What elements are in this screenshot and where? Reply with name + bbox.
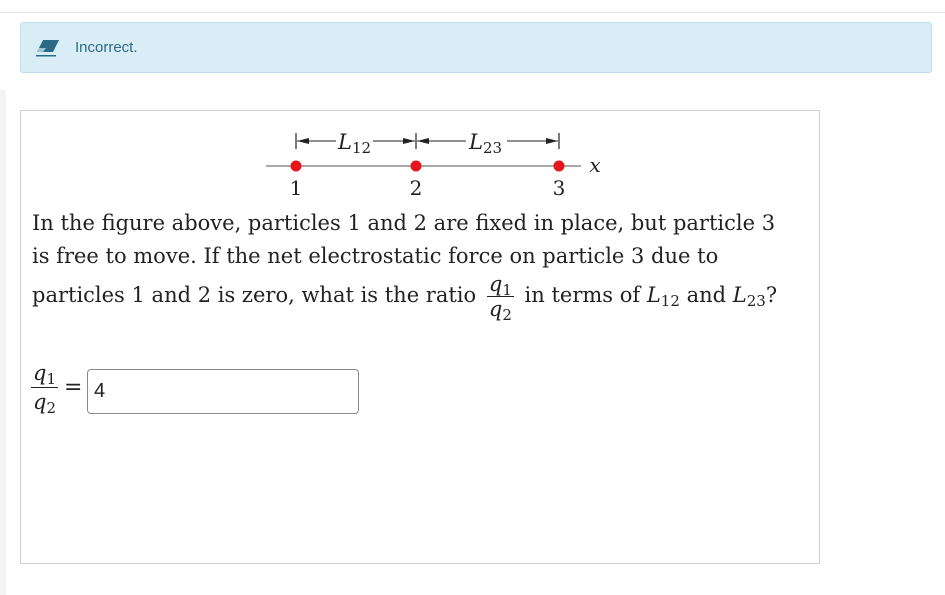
label-l12: L12 bbox=[338, 130, 372, 157]
question-line-2: is free to move. If the net electrostatic force on particle 3 due to bbox=[32, 244, 719, 268]
question-line-3-middle: in terms of bbox=[524, 283, 641, 307]
question-line-1: In the figure above, particles 1 and 2 are fixed in place, but particle 3 bbox=[32, 211, 776, 235]
question-and: and bbox=[686, 283, 727, 307]
ratio-fraction: $\frac{q_1}{q_2}$ bbox=[488, 272, 512, 324]
arrow-l23-right bbox=[546, 138, 558, 144]
label-l23: L23 bbox=[469, 130, 503, 157]
answer-input[interactable] bbox=[87, 369, 359, 414]
question-line-3-start: particles 1 and 2 is zero, what is the ratio bbox=[32, 283, 477, 307]
particle-1 bbox=[291, 161, 302, 172]
symbol-l23: $L_{23}$ bbox=[732, 283, 766, 310]
arrow-l23-left bbox=[417, 138, 429, 144]
top-strip bbox=[0, 0, 945, 13]
arrow-l12-left bbox=[297, 138, 309, 144]
equals-sign: = bbox=[64, 375, 83, 400]
particle-label-2: 2 bbox=[409, 176, 423, 200]
eraser-icon bbox=[36, 39, 60, 57]
left-margin bbox=[0, 90, 6, 595]
axis-label-x: x bbox=[589, 153, 601, 177]
particle-2 bbox=[411, 161, 422, 172]
particle-3 bbox=[554, 161, 565, 172]
particle-label-3: 3 bbox=[552, 176, 566, 200]
arrow-l12-right bbox=[403, 138, 415, 144]
question-panel bbox=[20, 110, 820, 564]
status-text: Incorrect. bbox=[75, 39, 138, 56]
feedback-alert bbox=[20, 22, 932, 73]
answer-lhs-fraction: $q_1$ $q_2$ bbox=[33, 361, 56, 417]
particle-figure bbox=[261, 119, 621, 201]
symbol-l12: $L_{12}$ bbox=[646, 283, 680, 310]
question-mark: ? bbox=[765, 283, 778, 307]
particle-label-1: 1 bbox=[289, 176, 303, 200]
question-line-3 bbox=[32, 272, 778, 324]
